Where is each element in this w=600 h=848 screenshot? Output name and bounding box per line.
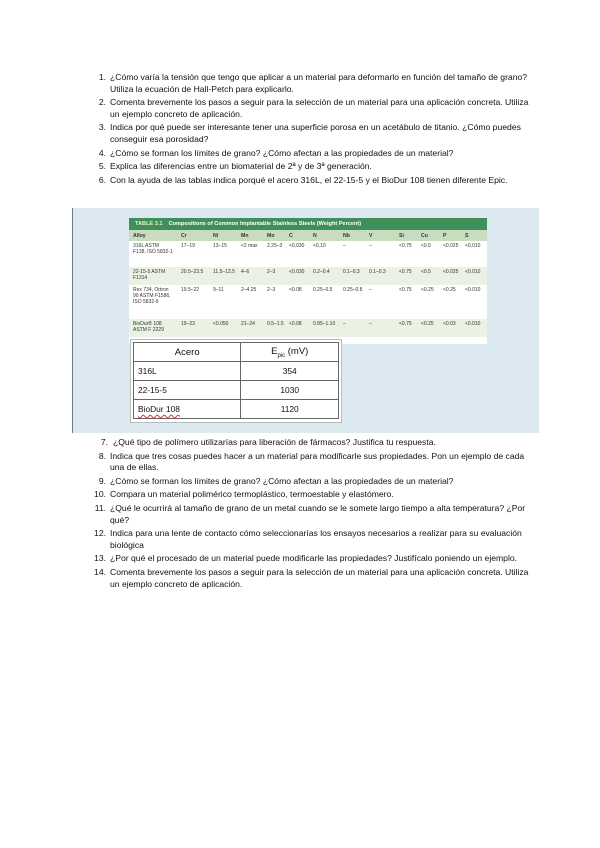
list-item — [88, 451, 538, 474]
table-row — [129, 267, 487, 285]
table-row — [129, 319, 487, 337]
list-item — [88, 161, 538, 173]
item-number: 8. — [98, 450, 106, 461]
table-cell: <0.25 — [443, 287, 456, 293]
item-text: ¿Cómo se forman los límites de grano? ¿Cómo afectan a las propiedades de un material? — [110, 475, 454, 486]
table-cell: 0.25–0.8 — [343, 287, 363, 293]
table-cell: <0.010 — [465, 269, 481, 275]
list-item — [88, 148, 538, 160]
table-cell: 0.25–0.5 — [313, 287, 333, 293]
epic-table — [130, 339, 342, 423]
list-item — [88, 503, 538, 526]
table-cell: <0.025 — [443, 269, 459, 275]
list-item — [88, 553, 538, 565]
table-cell: <2 max — [241, 243, 258, 249]
item-text: Con la ayuda de las tablas indica porqué el acero 316L, el 22-15-5 y el BioDur 108 tienen diferente Epic. — [110, 174, 508, 185]
item-text: Comenta brevemente los pasos a seguir para la selección de un material para una aplicación concreta. Utiliza un ejemplo concreto de aplicación. — [110, 566, 529, 589]
item-text: ¿Por qué el procesado de un material puede modificarle las propiedades? Justifícalo poniendo un ejemplo. — [110, 553, 518, 564]
table-cell: 1120 — [241, 400, 339, 419]
table-cell: 4–6 — [241, 269, 250, 275]
column-header: Nb — [343, 233, 350, 239]
list-item — [88, 122, 538, 145]
list-item — [88, 489, 538, 501]
table-cell: <0.030 — [289, 243, 305, 249]
table-cell: <0.5 — [421, 269, 431, 275]
item-text: ¿Cómo varía la tensión que tengo que aplicar a un material para deformarlo en función del tamaño de grano? Utiliza la ecuación de Hall-Petch para explicarlo. — [110, 72, 528, 94]
table-cell: 2–3 — [267, 287, 276, 293]
table-cell: 2.25–3 — [267, 243, 283, 249]
table-cell: 22-15-5 ASTM F1314 — [133, 269, 166, 282]
table-cell: <0.25 — [421, 321, 434, 327]
table-row — [129, 285, 487, 319]
column-header: V — [369, 233, 373, 239]
item-number: 3. — [98, 122, 106, 133]
table-cell: 316L — [134, 362, 241, 381]
table-cell: 20.5–23.5 — [181, 269, 204, 275]
table-cell: <0.08 — [289, 321, 302, 327]
table-cell: <0.010 — [465, 287, 481, 293]
column-header: Mn — [241, 233, 249, 239]
table-cell: 22-15-5 — [134, 381, 241, 400]
table-cell: <0.010 — [465, 321, 481, 327]
question-list-continued — [88, 437, 538, 590]
table-cell: <0.050 — [213, 321, 229, 327]
table-cell: 17–19 — [181, 243, 195, 249]
epic-unit: (mV) — [285, 345, 309, 357]
table-cell: 11.5–13.5 — [213, 269, 235, 275]
table-cell: 9–11 — [213, 287, 224, 293]
list-item — [88, 175, 538, 187]
item-number: 2. — [98, 97, 106, 108]
epic-table-grid — [133, 342, 339, 419]
table-cell: 19.5–22 — [181, 287, 200, 293]
item-number: 11. — [94, 502, 106, 513]
column-header: Alloy — [133, 233, 146, 239]
table-cell: Rex 734, Ortron 90 ASTM F1586, ISO 5832-9 — [133, 287, 171, 306]
table-cell: 19–23 — [181, 321, 195, 327]
table-cell: 13–15 — [213, 243, 227, 249]
column-header: Cr — [181, 233, 187, 239]
list-item — [88, 567, 538, 590]
column-header: C — [289, 233, 293, 239]
table-cell: – — [343, 321, 346, 327]
item-number: 12. — [94, 528, 106, 539]
table-header-row — [134, 343, 339, 362]
item-text: ¿Cómo se forman los límites de grano? ¿Cómo afectan a las propiedades de un material? — [110, 147, 454, 158]
item-number: 4. — [98, 147, 106, 158]
item-number: 1. — [98, 72, 106, 82]
list-item — [88, 97, 538, 120]
table-header-row — [129, 230, 487, 241]
column-header — [241, 343, 339, 362]
table-cell: 0.85–1.10 — [313, 321, 336, 327]
table-cell: 0.1–0.3 — [369, 269, 386, 275]
item-text: Compara un material polimérico termoplástico, termoestable y elastómero. — [110, 489, 394, 500]
table-tag: TABLE 3.1 — [135, 221, 163, 227]
table-cell: <0.75 — [399, 321, 412, 327]
table-cell: 0.2–0.4 — [313, 269, 330, 275]
table-cell: 2–4.25 — [241, 287, 257, 293]
table-cell: 2–3 — [267, 269, 276, 275]
table-cell: <0.25 — [421, 287, 434, 293]
item-text: Indica que tres cosas puedes hacer a un material para modificarle sus propiedades. Pon un ejemplo de cada una de ellas. — [110, 450, 525, 473]
table-cell: 1030 — [241, 381, 339, 400]
list-item — [88, 437, 538, 449]
column-header: N — [313, 233, 317, 239]
column-header: P — [443, 233, 447, 239]
table-cell: BioDur® 108 ASTM F 2229 — [133, 321, 164, 334]
question-list — [88, 72, 538, 186]
item-text: Indica para una lente de contacto cómo seleccionarías los ensayos necesarios a realizar para su evaluación biológica — [110, 528, 522, 550]
column-header: Si — [399, 233, 404, 239]
table-cell: <0.75 — [399, 243, 412, 249]
item-number: 13. — [94, 553, 106, 564]
column-header: S — [465, 233, 469, 239]
table-cell: <0.10 — [313, 243, 326, 249]
item-number: 14. — [94, 566, 106, 577]
item-number: 7. — [100, 437, 108, 447]
table-cell: 354 — [241, 362, 339, 381]
table-title: Compositions of Common Implantable Stainless Steels (Weight Percent) — [168, 221, 362, 227]
steel-name: BioDur 108 — [138, 404, 180, 414]
item-number: 9. — [98, 475, 106, 486]
table-cell: – — [369, 243, 372, 249]
table-row — [134, 381, 339, 400]
table-cell: 0.5–1.5 — [267, 321, 284, 327]
table-cell: <0.75 — [399, 269, 412, 275]
column-header: Ni — [213, 233, 219, 239]
table-cell: <0.5 — [421, 243, 431, 249]
table-cell: <0.75 — [399, 287, 412, 293]
column-header: Cu — [421, 233, 428, 239]
table-cell: – — [369, 287, 372, 293]
tables-figure — [72, 208, 539, 433]
item-text: ¿Qué le ocurrirá al tamaño de grano de un metal cuando se le somete largo tiempo a alta temperatura? ¿Por qué? — [110, 502, 526, 525]
list-item — [88, 528, 538, 551]
epic-symbol: E — [271, 345, 278, 357]
table-row — [129, 241, 487, 267]
item-text: Explica las diferencias entre un biomaterial de 2ª y de 3ª generación. — [110, 161, 372, 172]
list-item — [88, 72, 538, 95]
item-number: 6. — [98, 174, 106, 185]
table-cell: <0.08 — [289, 287, 302, 293]
column-header: Acero — [134, 343, 241, 362]
table-cell: 316L ASTM F138, ISO 5832-1 — [133, 243, 173, 256]
table-cell: <0.010 — [465, 243, 481, 249]
table-cell: 0.1–0.3 — [343, 269, 360, 275]
item-number: 10. — [94, 489, 106, 500]
item-text: Comenta brevemente los pasos a seguir para la selección de un material para una aplicación concreta. Utiliza un ejemplo concreto de aplicación. — [110, 97, 529, 119]
table-cell: – — [343, 243, 346, 249]
table-cell: – — [369, 321, 372, 327]
item-text: Indica por qué puede ser interesante tener una superficie porosa en un acetábulo de titanio. ¿Cómo puedes conseguir esa porosidad? — [110, 122, 521, 144]
table-cell: 21–24 — [241, 321, 255, 327]
list-item — [88, 476, 538, 488]
column-header: Mo — [267, 233, 275, 239]
table-cell: <0.03 — [443, 321, 456, 327]
table-row — [134, 362, 339, 381]
item-text: ¿Qué tipo de polímero utilizarías para liberación de fármacos? Justifica tu respuesta. — [113, 437, 436, 447]
table-cell — [134, 400, 241, 419]
composition-table — [129, 218, 487, 344]
epic-subscript: pic — [277, 352, 286, 359]
table-cell: <0.030 — [289, 269, 305, 275]
item-number: 5. — [98, 161, 106, 172]
table-row — [134, 400, 339, 419]
table-cell: <0.025 — [443, 243, 459, 249]
composition-table-title — [129, 218, 487, 230]
